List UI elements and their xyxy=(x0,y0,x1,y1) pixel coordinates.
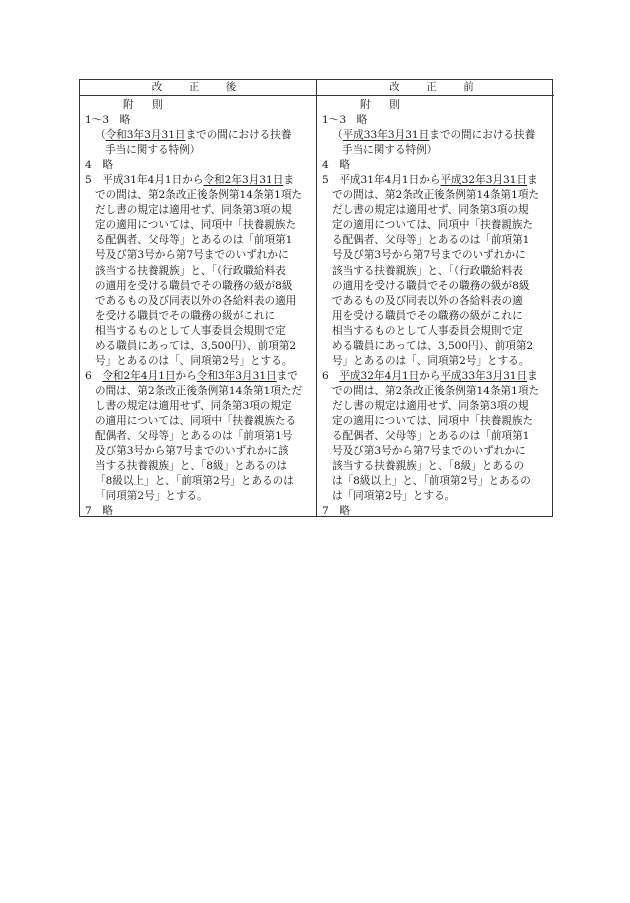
special-provision-heading-cont: 手当に関する特例） xyxy=(342,144,438,157)
paragraph-5-line: を受ける職員でその職務の級がこれに xyxy=(95,309,276,322)
paragraph-6-first-line: 6 平成32年4月1日から平成33年3月31日ま xyxy=(322,369,538,382)
paragraph-5-line: の適用を受ける職員でその職務の級が8級 xyxy=(95,279,293,292)
paragraph-5-line: での間は、第2条改正後条例第14条第1項た xyxy=(332,189,540,202)
paragraph-5-line: であるもの及び同表以外の各給料表の適用 xyxy=(95,294,297,307)
after-body xyxy=(80,96,316,519)
paragraph-6-line: は「8級以上」と、「前項第2号」とあるの xyxy=(332,475,531,488)
amended-date: 令和3年3月31日 xyxy=(196,369,277,382)
paragraph-5-first-line: 5 平成31年4月1日から令和2年3月31日ま xyxy=(85,174,294,187)
paragraph-6-line: 該当する扶養親族」と、「8級」とあるの xyxy=(332,460,525,473)
paragraph-5-line: であるもの及び同表以外の各給料表の適 xyxy=(332,294,523,307)
after-column xyxy=(80,80,317,516)
paragraph-5-line: 該当する扶養親族」と、「（行政職給料表 xyxy=(332,264,523,277)
paragraph-5-line: る配偶者、父母等」とあるのは「前項第1 xyxy=(332,234,530,247)
original-date: 平成32年3月31日 xyxy=(440,174,528,187)
paragraph-5-line: 相当するものとして人事委員会規則で定 xyxy=(95,324,286,337)
paragraph-6-line: し書の規定は適用せず、同条第3項の規定 xyxy=(95,399,292,412)
paragraph-6-line: 配偶者、父母等」とあるのは「前項第1号 xyxy=(95,430,293,443)
item-7: 7 略 xyxy=(322,505,350,518)
supplementary-title: 附 則 xyxy=(123,99,167,111)
item-1-3: 1～3 略 xyxy=(85,114,131,127)
item-7: 7 略 xyxy=(85,505,113,518)
special-provision-heading-cont: 手当に関する特例） xyxy=(105,144,201,157)
paragraph-5-line: 号」とあるのは「、同項第2号」とする。 xyxy=(95,354,293,367)
paragraph-6-line: 定の適用については、同項中「扶養親族た xyxy=(332,414,534,427)
before-header: 改 正 前 xyxy=(317,80,554,96)
paragraph-6-line: 及び第3号から第7号までのいずれかに該 xyxy=(95,445,289,458)
paragraph-6-line: は「同項第2号」とする。 xyxy=(332,490,456,503)
paragraph-6-line: 「8級以上」と、「前項第2号」とあるのは xyxy=(95,475,294,488)
amended-date: 令和2年4月1日 xyxy=(102,369,176,382)
paragraph-5-line: だし書の規定は適用せず、同条第3項の規 xyxy=(95,204,292,217)
paragraph-5-line: 定の適用については、同項中「扶養親族た xyxy=(95,219,297,232)
special-provision-heading: （平成33年3月31日までの間における扶養 xyxy=(332,129,536,142)
paragraph-6-line: の適用については、同項中「扶養親族たる xyxy=(95,414,297,427)
paragraph-6-first-line: 6 令和2年4月1日から令和3年3月31日まで xyxy=(85,369,298,382)
paragraph-6-line: 当する扶養親族」と、「8級」とあるのは xyxy=(95,460,288,473)
supplementary-title: 附 則 xyxy=(360,99,404,111)
paragraph-6-line: での間は、第2条改正後条例第14条第1項た xyxy=(332,384,540,397)
before-body xyxy=(317,96,554,519)
paragraph-6-line: 「同項第2号」とする。 xyxy=(95,490,208,503)
amended-date: 令和2年3月31日 xyxy=(203,174,284,187)
paragraph-5-line: 相当するものとして人事委員会規則で定 xyxy=(332,324,523,337)
paragraph-6-line: 号及び第3号から第7号までのいずれかに xyxy=(332,445,526,458)
paragraph-5-first-line: 5 平成31年4月1日から平成32年3月31日ま xyxy=(322,174,538,187)
paragraph-6-line: だし書の規定は適用せず、同条第3項の規 xyxy=(332,399,529,412)
special-provision-heading: （令和3年3月31日までの間における扶養 xyxy=(95,129,292,142)
paragraph-5-line: 該当する扶養親族」と、「（行政職給料表 xyxy=(95,264,286,277)
paragraph-6-line: の間は、第2条改正後条例第14条第1項ただ xyxy=(95,384,303,397)
paragraph-5-line: の適用を受ける職員でその職務の級が8級 xyxy=(332,279,530,292)
before-column xyxy=(317,80,554,516)
original-date: 平成32年4月1日 xyxy=(339,369,420,382)
paragraph-6-line: る配偶者、父母等」とあるのは「前項第1 xyxy=(332,430,530,443)
original-date: 平成33年3月31日 xyxy=(342,129,430,142)
paragraph-5-line: での間は、第2条改正後条例第14条第1項た xyxy=(95,189,303,202)
paragraph-5-line: 用を受ける職員でその職務の級がこれに xyxy=(332,309,523,322)
paragraph-5-line: 号及び第3号から第7号までのいずれかに xyxy=(95,249,289,262)
paragraph-5-line: る配偶者、父母等」とあるのは「前項第1 xyxy=(95,234,293,247)
amended-date: 令和3年3月31日 xyxy=(105,129,186,142)
paragraph-5-line: 定の適用については、同項中「扶養親族た xyxy=(332,219,534,232)
paragraph-5-line: 号」とあるのは「、同項第2号」とする。 xyxy=(332,354,530,367)
paragraph-5-line: 号及び第3号から第7号までのいずれかに xyxy=(332,249,526,262)
item-4: 4 略 xyxy=(85,159,113,172)
paragraph-5-line: める職員にあっては、3,500円）、前項第2 xyxy=(332,339,534,352)
item-1-3: 1～3 略 xyxy=(322,114,368,127)
paragraph-5-line: だし書の規定は適用せず、同条第3項の規 xyxy=(332,204,529,217)
comparison-table xyxy=(79,79,553,517)
original-date: 平成33年3月31日 xyxy=(440,369,528,382)
item-4: 4 略 xyxy=(322,159,350,172)
paragraph-5-line: める職員にあっては、3,500円）、前項第2 xyxy=(95,339,297,352)
after-header: 改 正 後 xyxy=(80,80,316,96)
